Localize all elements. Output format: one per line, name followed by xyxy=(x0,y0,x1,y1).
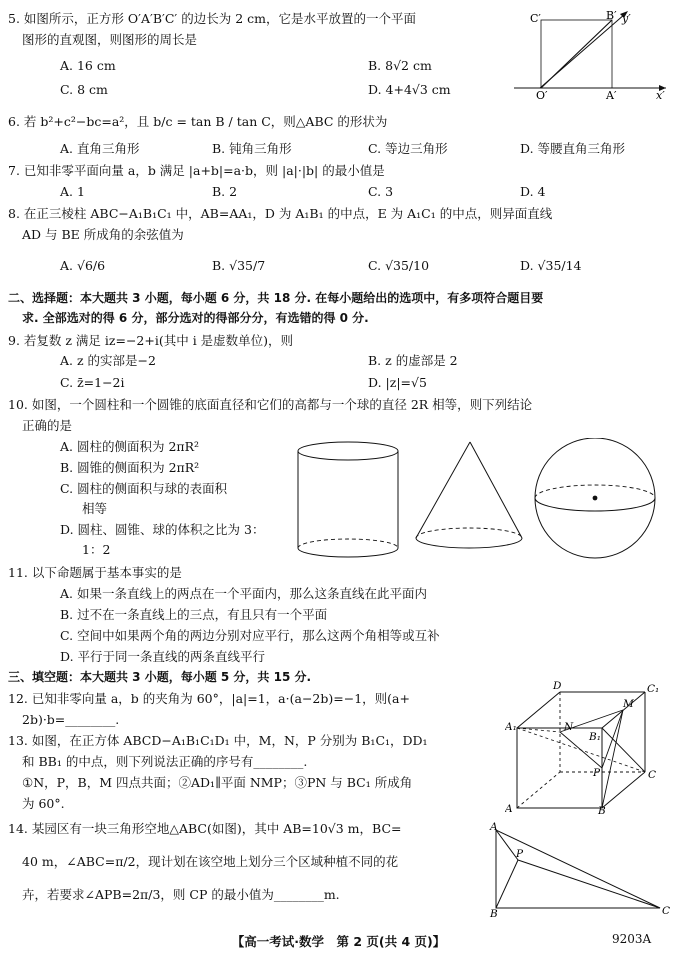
q14-label-p: P xyxy=(516,848,524,860)
q8-option-a: A. √6/6 xyxy=(60,258,106,273)
q14-label-a: A xyxy=(490,822,498,833)
q5-label-c: C′ xyxy=(530,12,541,25)
q10-stem-line2: 正确的是 xyxy=(22,418,73,433)
q13-label-p: P xyxy=(593,767,601,779)
q13-label-n: N xyxy=(564,721,574,733)
sphere-figure xyxy=(535,438,655,558)
q5-label-o: O′ xyxy=(536,89,548,100)
q10-option-d-line2: 1：2 xyxy=(82,542,111,557)
q5-label-x: x′ xyxy=(656,89,665,100)
q13-label-c: C xyxy=(648,769,657,781)
q9-option-a: A. z 的实部是−2 xyxy=(60,353,156,368)
q7-option-c: C. 3 xyxy=(368,184,394,199)
q11-option-d: D. 平行于同一条直线的两条直线平行 xyxy=(60,649,266,664)
q5-option-c: C. 8 cm xyxy=(60,82,108,97)
q13-label-a1: A₁ xyxy=(505,721,517,733)
q14-line2: 40 m，∠ABC=π/2，现计划在该空地上划分三个区域种植不同的花 xyxy=(22,854,399,869)
q13-cube-figure xyxy=(505,680,670,815)
q10-solids-figure xyxy=(290,438,662,568)
q14-label-c: C xyxy=(662,905,671,917)
q7-option-d: D. 4 xyxy=(520,184,546,199)
section-2-heading: 二、选择题：本大题共 3 小题，每小题 6 分，共 18 分. 在每小题给出的选项中，有多项符合题目要 xyxy=(8,291,544,305)
q11-option-c: C. 空间中如果两个角的两边分别对应平行，那么这两个角相等或互补 xyxy=(60,628,440,643)
q5-option-b: B. 8√2 cm xyxy=(368,58,432,73)
q8-option-d: D. √35/14 xyxy=(520,258,582,273)
q13-label-b1: B₁ xyxy=(589,731,601,743)
q13-label-c1: C₁ xyxy=(647,683,660,695)
q11-option-b: B. 过不在一条直线上的三点，有且只有一个平面 xyxy=(60,607,328,622)
q6-option-d: D. 等腰直角三角形 xyxy=(520,141,626,156)
q10-option-c-line1: C. 圆柱的侧面积与球的表面积 xyxy=(60,481,228,496)
q5-label-y: y′ xyxy=(622,12,631,25)
q14-line3: 卉，若要求∠APB=2π/3，则 CP 的最小值为________m. xyxy=(22,887,340,902)
q13-line2: 和 BB₁ 的中点，则下列说法正确的序号有________. xyxy=(22,754,308,769)
q5-stem-line1: 5. 如图所示，正方形 O′A′B′C′ 的边长为 2 cm，它是水平放置的一个平面 xyxy=(8,11,416,26)
q7-option-b: B. 2 xyxy=(212,184,238,199)
q10-option-a: A. 圆柱的侧面积为 2πR² xyxy=(60,439,200,454)
q10-option-d-line1: D. 圆柱、圆锥、球的体积之比为 3： xyxy=(60,522,265,537)
q6-option-b: B. 钝角三角形 xyxy=(212,141,292,156)
q14-label-b: B xyxy=(490,908,498,918)
q13-label-m: M xyxy=(623,698,634,710)
q9-option-c: C. z̄=1−2i xyxy=(60,375,125,390)
q7-stem: 7. 已知非零平面向量 a，b 满足 |a+b|=a·b，则 |a|·|b| 的最小值是 xyxy=(8,163,385,178)
q9-stem: 9. 若复数 z 满足 iz=−2+i(其中 i 是虚数单位)，则 xyxy=(8,333,294,348)
q6-option-a: A. 直角三角形 xyxy=(60,141,140,156)
section-2-instructions: 求. 全部选对的得 6 分，部分选对的得部分分，有选错的得 0 分. xyxy=(22,311,369,325)
q6-stem: 6. 若 b²+c²−bc=a²，且 b/c = tan B / tan C，则△ABC 的形状为 xyxy=(8,114,388,129)
q13-line4: 为 60°. xyxy=(22,796,65,811)
page-footer: 【高一考试·数学 第 2 页(共 4 页)】 xyxy=(231,934,446,949)
cylinder-figure xyxy=(298,442,398,557)
q13-label-a: A xyxy=(505,803,513,815)
q12-line1: 12. 已知非零向量 a，b 的夹角为 60°，|a|=1，a·(a−2b)=−1，则(a+ xyxy=(8,691,410,706)
q6-option-c: C. 等边三角形 xyxy=(368,141,448,156)
section-3-heading: 三、填空题：本大题共 3 小题，每小题 5 分，共 15 分. xyxy=(8,670,312,684)
q9-option-d: D. |z|=√5 xyxy=(368,375,427,390)
q8-option-c: C. √35/10 xyxy=(368,258,430,273)
q5-option-d: D. 4+4√3 cm xyxy=(368,82,451,97)
q14-line1: 14. 某园区有一块三角形空地△ABC(如图)，其中 AB=10√3 m，BC= xyxy=(8,821,402,836)
q5-option-a: A. 16 cm xyxy=(60,58,116,73)
q8-option-b: B. √35/7 xyxy=(212,258,266,273)
q5-label-a: A′ xyxy=(606,89,617,100)
q7-option-a: A. 1 xyxy=(60,184,85,199)
q5-oblique-square-figure xyxy=(510,8,670,100)
cone-figure xyxy=(416,442,522,548)
q10-option-b: B. 圆锥的侧面积为 2πR² xyxy=(60,460,200,475)
q13-line1: 13. 如图，在正方体 ABCD−A₁B₁C₁D₁ 中，M，N，P 分别为 B₁C₁，DD₁ xyxy=(8,733,428,748)
q10-option-c-line2: 相等 xyxy=(82,501,108,516)
q11-stem: 11. 以下命题属于基本事实的是 xyxy=(8,565,182,580)
q10-stem-line1: 10. 如图，一个圆柱和一个圆锥的底面直径和它们的高都与一个球的直径 2R 相等，则下列结论 xyxy=(8,397,533,412)
q5-stem-line2: 图形的直观图，则图形的周长是 xyxy=(22,32,198,47)
q8-stem-line1: 8. 在正三棱柱 ABC−A₁B₁C₁ 中，AB=AA₁，D 为 A₁B₁ 的中点，E 为 A₁C₁ 的中点，则异面直线 xyxy=(8,206,553,221)
q13-line3: ①N，P，B，M 四点共面；②AD₁∥平面 NMP；③PN 与 BC₁ 所成角 xyxy=(22,775,413,790)
q14-triangle-figure xyxy=(488,822,672,918)
q13-label-b: B xyxy=(598,805,606,815)
paper-code: 9203A xyxy=(612,932,652,946)
q12-line2: 2b)·b=________. xyxy=(22,712,120,727)
q8-stem-line2: AD 与 BE 所成角的余弦值为 xyxy=(22,227,184,242)
q13-label-d: D xyxy=(553,680,562,692)
q11-option-a: A. 如果一条直线上的两点在一个平面内，那么这条直线在此平面内 xyxy=(60,586,427,601)
q9-option-b: B. z 的虚部是 2 xyxy=(368,353,458,368)
q5-label-b: B′ xyxy=(606,9,617,22)
